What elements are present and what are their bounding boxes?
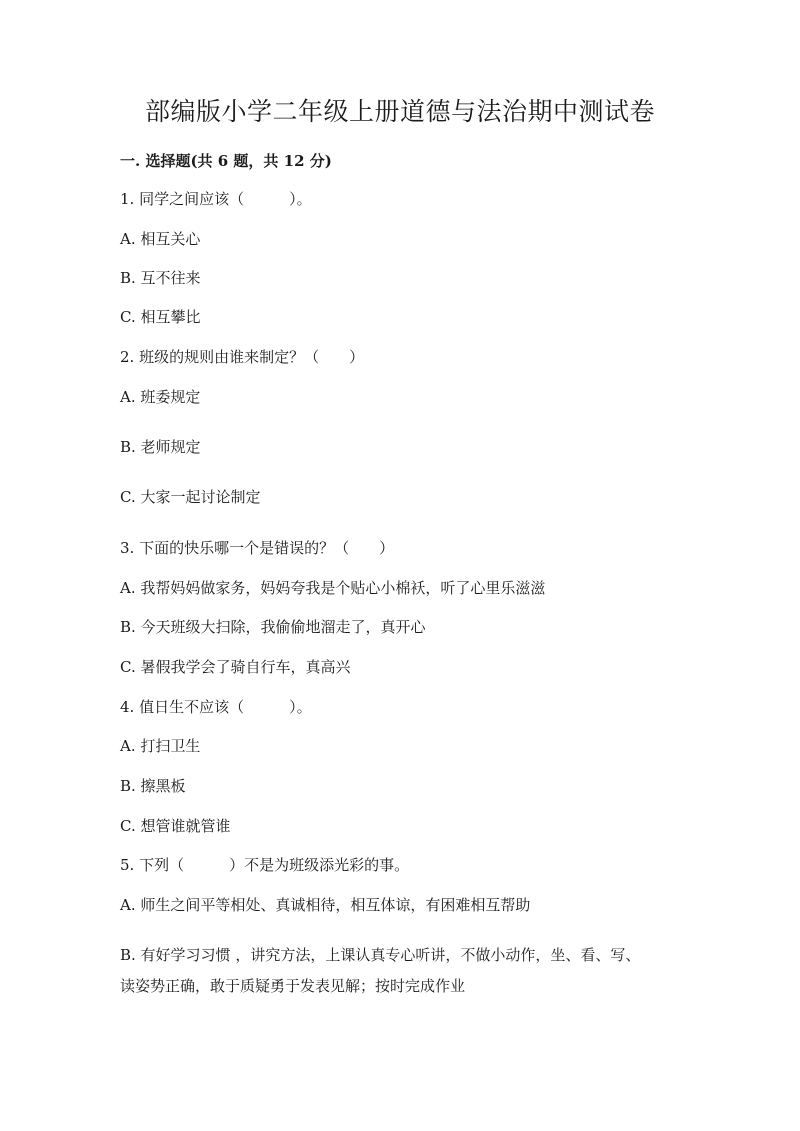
question-5-option-a: A. 师生之间平等相处、真诚相待，相互体谅，有困难相互帮助 bbox=[120, 896, 531, 914]
question-5-option-b-continued: 读姿势正确，敢于质疑勇于发表见解；按时完成作业 bbox=[120, 977, 466, 995]
question-5-stem: 5. 下列（ ）不是为班级添光彩的事。 bbox=[120, 856, 410, 874]
question-3-option-b: B. 今天班级大扫除，我偷偷地溜走了，真开心 bbox=[120, 618, 426, 636]
question-3-option-c: C. 暑假我学会了骑自行车，真高兴 bbox=[120, 658, 351, 676]
question-1-option-b: B. 互不往来 bbox=[120, 269, 201, 287]
question-5-option-b: B. 有好学习习惯 ，讲究方法，上课认真专心听讲，不做小动作，坐、看、写、 bbox=[120, 946, 641, 964]
page-title: 部编版小学二年级上册道德与法治期中测试卷 bbox=[144, 97, 655, 126]
question-4-stem: 4. 值日生不应该（ ）。 bbox=[120, 698, 312, 716]
question-3-option-a: A. 我帮妈妈做家务，妈妈夸我是个贴心小棉袄，听了心里乐滋滋 bbox=[120, 579, 546, 597]
question-1-option-a: A. 相互关心 bbox=[120, 230, 201, 248]
question-4-option-a: A. 打扫卫生 bbox=[120, 737, 201, 755]
question-2-option-c: C. 大家一起讨论制定 bbox=[120, 488, 261, 506]
question-2-option-b: B. 老师规定 bbox=[120, 438, 201, 456]
question-3-stem: 3. 下面的快乐哪一个是错误的？（ ） bbox=[120, 539, 395, 557]
question-2-option-a: A. 班委规定 bbox=[120, 388, 201, 406]
question-1-option-c: C. 相互攀比 bbox=[120, 308, 201, 326]
question-4-option-b: B. 擦黑板 bbox=[120, 777, 186, 795]
question-2-stem: 2. 班级的规则由谁来制定？（ ） bbox=[120, 348, 365, 366]
question-4-option-c: C. 想管谁就管谁 bbox=[120, 817, 231, 835]
section-heading: 一. 选择题(共 6 题，共 12 分) bbox=[120, 152, 332, 170]
question-1-stem: 1. 同学之间应该（ ）。 bbox=[120, 190, 312, 208]
